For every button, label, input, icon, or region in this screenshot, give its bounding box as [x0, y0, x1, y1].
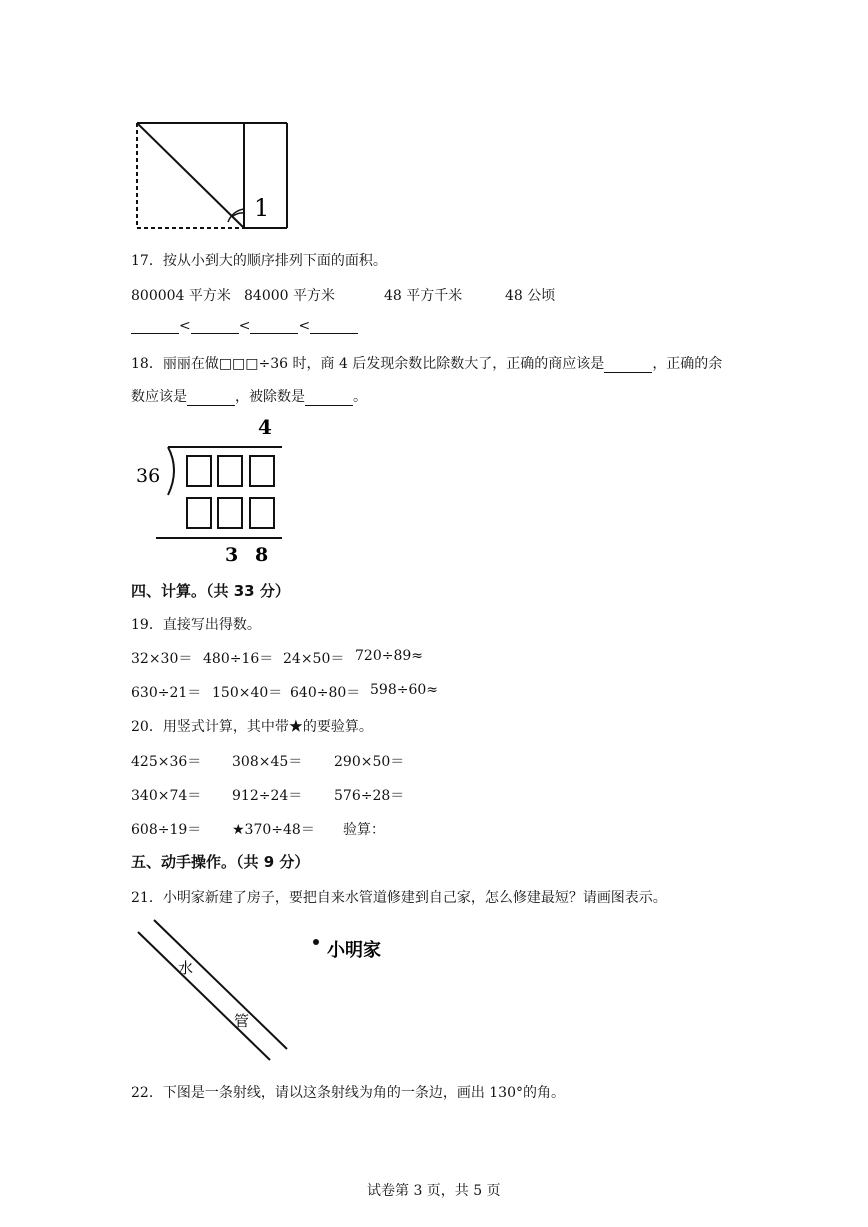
q20-exercise: ★370÷48＝ [232, 822, 315, 838]
q19-exercise: 24×50＝ [283, 651, 345, 667]
answer-blank[interactable] [604, 358, 652, 373]
answer-blank[interactable] [305, 391, 353, 406]
section-heading: 四、计算。（共 33 分） [131, 582, 290, 600]
remainder-digit: 8 [255, 544, 269, 566]
q20-prompt: 20．用竖式计算，其中带★的要验算。 [131, 719, 373, 735]
divisor: 36 [136, 465, 161, 487]
home-label: 小明家 [327, 940, 381, 961]
fold-figure [130, 118, 300, 233]
q22-prompt: 22．下图是一条射线，请以这条射线为角的一条边，画出 130°的角。 [131, 1085, 565, 1101]
q17-item-3: 48 平方千米 [384, 288, 463, 304]
answer-blank[interactable] [250, 319, 298, 334]
angle-label: 1 [254, 194, 270, 222]
long-division-figure [130, 410, 300, 570]
q19-exercise: 720÷89≈ [355, 648, 423, 664]
q20-check-label: 验算： [343, 822, 385, 838]
q21-prompt: 21．小明家新建了房子，要把自来水管道修建到自己家，怎么修建最短？请画图表示。 [131, 890, 667, 906]
less-than: < [298, 318, 311, 334]
digit-box [218, 498, 242, 528]
q20-exercise: 290×50＝ [334, 754, 405, 770]
less-than: < [238, 318, 251, 334]
digit-box [218, 456, 242, 486]
q18-line-1 [131, 353, 722, 373]
home-point [313, 939, 319, 945]
q17-prompt: 17．按从小到大的顺序排列下面的面积。 [131, 253, 387, 269]
q18-text-b: ，正确的余 [652, 356, 723, 372]
answer-blank[interactable] [187, 391, 235, 406]
page-footer: 试卷第 3 页，共 5 页 [367, 1183, 501, 1199]
section-heading: 五、动手操作。（共 9 分） [131, 853, 310, 871]
q17-item-2: 84000 平方米 [244, 288, 335, 304]
q20-exercise: 340×74＝ [131, 788, 202, 804]
q20-exercise: 425×36＝ [131, 754, 202, 770]
answer-blank[interactable] [131, 319, 179, 334]
q19-exercise: 150×40＝ [212, 685, 283, 701]
q17-item-4: 48 公顷 [505, 288, 556, 304]
q19-exercise: 630÷21＝ [131, 685, 202, 701]
q18-text-d: ，被除数是 [235, 389, 305, 405]
q19-exercise: 480÷16＝ [203, 651, 274, 667]
answer-blank[interactable] [191, 319, 239, 334]
q19-prompt: 19．直接写出得数。 [131, 617, 261, 633]
q19-exercise: 640÷80＝ [290, 685, 361, 701]
q20-exercise: 608÷19＝ [131, 822, 202, 838]
q17-order-blanks [131, 318, 358, 334]
q19-exercise: 32×30＝ [131, 651, 193, 667]
q17-item-1: 800004 平方米 [131, 288, 231, 304]
remainder-digit: 3 [225, 544, 239, 566]
pipe-char: 水 [178, 959, 194, 977]
less-than: < [179, 318, 191, 334]
digit-box [250, 498, 274, 528]
digit-box [187, 456, 211, 486]
q18-text-a: 18．丽丽在做□□□÷36 时，商 4 后发现余数比除数大了，正确的商应该是 [131, 356, 605, 372]
q20-exercise: 912÷24＝ [232, 788, 303, 804]
answer-blank[interactable] [310, 319, 358, 334]
q18-text-c: 数应该是 [131, 389, 187, 405]
digit-box [250, 456, 274, 486]
q18-text-e: 。 [353, 389, 367, 405]
q20-exercise: 576÷28＝ [334, 788, 405, 804]
q20-exercise: 308×45＝ [232, 754, 303, 770]
q18-line-2 [131, 386, 367, 406]
quotient-digit: 4 [258, 415, 272, 439]
digit-box [187, 498, 211, 528]
q19-exercise: 598÷60≈ [370, 682, 438, 698]
pipe-char: 管 [234, 1012, 250, 1030]
water-pipe-figure [130, 915, 430, 1070]
